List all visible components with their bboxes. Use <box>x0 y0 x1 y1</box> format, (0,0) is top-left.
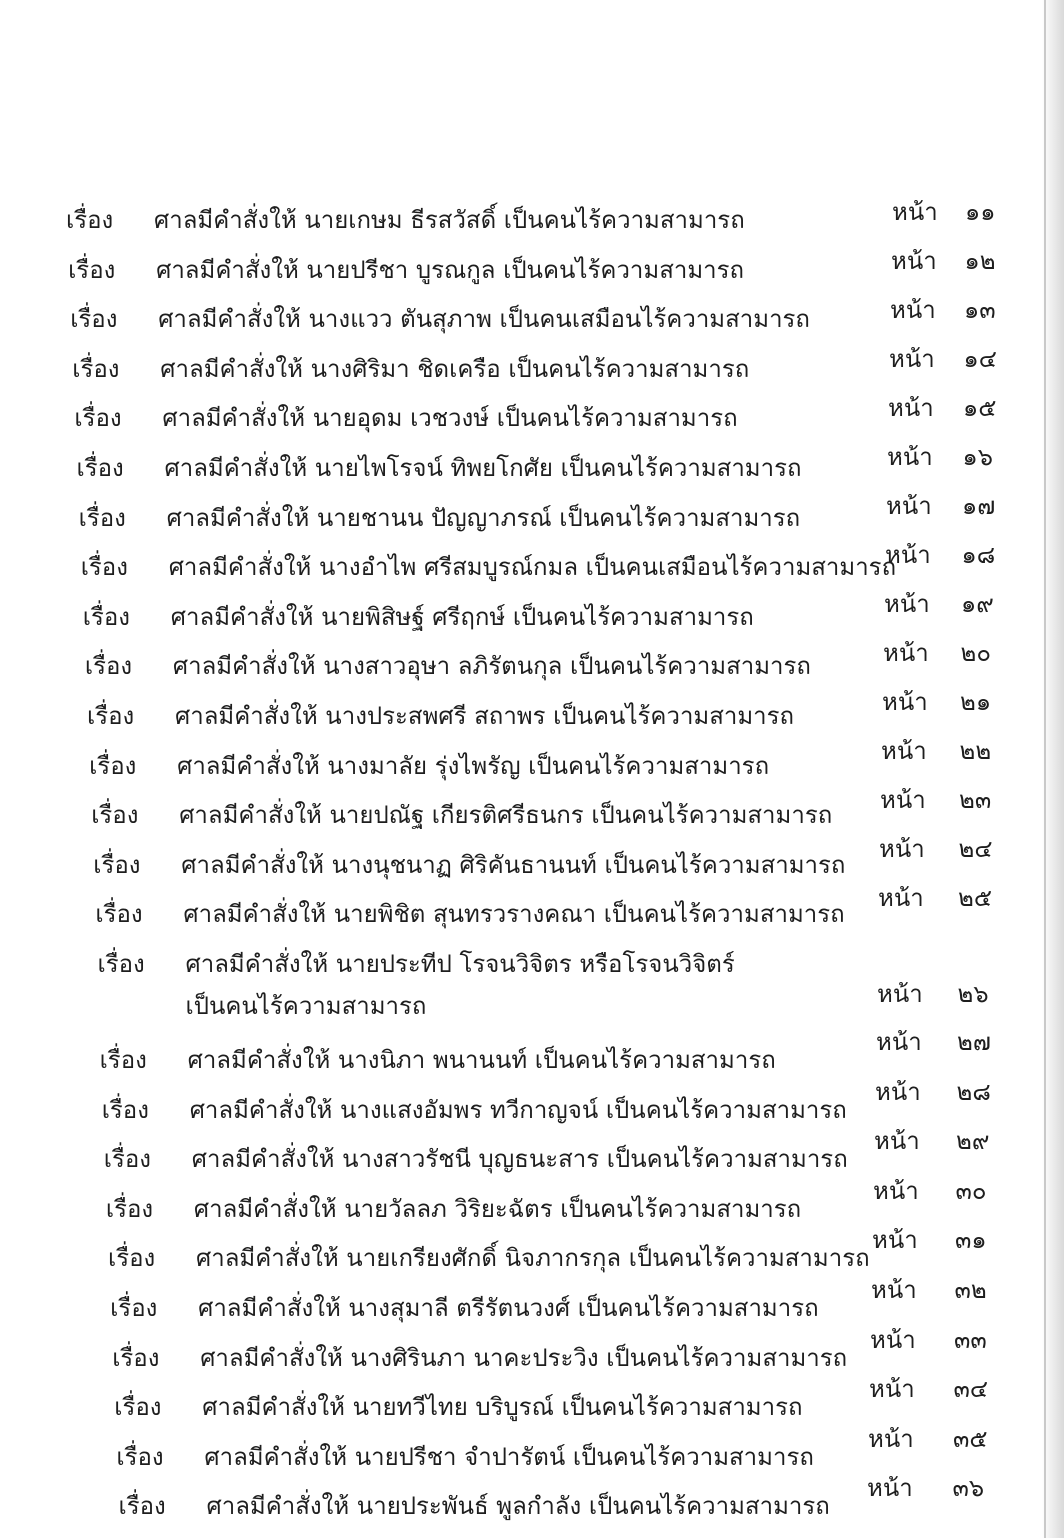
entry-keyword: เรื่อง <box>114 1393 162 1422</box>
entry-keyword: เรื่อง <box>78 503 126 532</box>
page-label: หน้า <box>884 590 930 618</box>
entry-keyword: เรื่อง <box>66 206 114 234</box>
page-number: ๓๓ <box>954 1325 987 1354</box>
entry-title: ศาลมีคำสั่งให้ นายปณัฐ เกียรติศรีธนกร เป็นคนไร้ความสามารถ <box>179 801 833 830</box>
page-label: หน้า <box>885 541 931 569</box>
page-number: ๒๕ <box>958 884 992 912</box>
entry-keyword: เรื่อง <box>72 354 120 383</box>
page-label: หน้า <box>882 688 928 716</box>
page-label: หน้า <box>889 345 935 373</box>
entry-title: ศาลมีคำสั่งให้ นายวัลลภ วิริยะฉัตร เป็นคนไร้ความสามารถ <box>193 1194 802 1223</box>
entry-keyword: เรื่อง <box>99 1046 147 1074</box>
toc-entry <box>110 1288 1064 1328</box>
entry-title: ศาลมีคำสั่งให้ นายพิสิษฐ์ ศรีฤกษ์ เป็นคนไร้ความสามารถ <box>170 602 754 631</box>
page-number: ๓๖ <box>952 1474 985 1503</box>
entry-title: ศาลมีคำสั่งให้ นางนิภา พนานนท์ เป็นคนไร้ความสามารถ <box>187 1046 776 1074</box>
entry-title: ศาลมีคำสั่งให้ นายเกษม ธีรสวัสดิ์ เป็นคนไร้ความสามารถ <box>154 206 745 234</box>
page-label: หน้า <box>874 1127 920 1156</box>
page-label: หน้า <box>870 1325 916 1354</box>
entry-keyword: เรื่อง <box>80 553 128 582</box>
page-number: ๑๖ <box>962 443 993 471</box>
page-label: หน้า <box>868 1424 914 1453</box>
entry-title: ศาลมีคำสั่งให้ นางแวว ตันสุภาพ เป็นคนเสมือนไร้ความสามารถ <box>158 305 810 334</box>
entry-keyword: เรื่อง <box>95 900 143 929</box>
entry-keyword: เรื่อง <box>103 1145 152 1174</box>
entry-title: ศาลมีคำสั่งให้ นายพิชิต สุนทรวรางคณา เป็นคนไร้ความสามารถ <box>183 900 845 929</box>
page-label: หน้า <box>891 247 937 275</box>
page-label: หน้า <box>867 1474 913 1503</box>
page-label: หน้า <box>871 1276 917 1304</box>
entry-title: ศาลมีคำสั่งให้ นางนุชนาฏ ศิริคันธานนท์ เป็นคนไร้ความสามารถ <box>181 850 846 879</box>
toc-entry <box>106 1189 1064 1229</box>
page-label: หน้า <box>872 1226 918 1255</box>
entry-keyword: เรื่อง <box>91 801 139 830</box>
entry-title: ศาลมีคำสั่งให้ นายชานน ปัญญาภรณ์ เป็นคนไร้ความสามารถ <box>166 503 801 532</box>
page-number: ๑๒ <box>964 247 996 275</box>
page-number: ๑๔ <box>963 345 997 373</box>
page-number: ๒๔ <box>958 835 993 863</box>
page-number: ๒๑ <box>960 688 992 716</box>
toc-entry <box>108 1238 1064 1278</box>
page-label: หน้า <box>886 492 932 520</box>
entry-title: ศาลมีคำสั่งให้ นางสาวรัชนี บุญธนะสาร เป็นคนไร้ความสามารถ <box>191 1145 848 1174</box>
entry-keyword: เรื่อง <box>70 305 118 334</box>
entry-keyword: เรื่อง <box>112 1343 160 1372</box>
entry-title: ศาลมีคำสั่งให้ นายประพันธ์ พูลกำลัง เป็นคนไร้ความสามารถ <box>206 1492 830 1521</box>
entry-title: ศาลมีคำสั่งให้ นางศิริมา ชิดเครือ เป็นคนไร้ความสามารถ <box>160 354 750 383</box>
entry-title: ศาลมีคำสั่งให้ นายประทีป โรจนวิจิตร หรือโรจนวิจิตร์ <box>185 950 735 978</box>
page-label: หน้า <box>875 1077 921 1106</box>
toc-entry <box>114 1387 1064 1427</box>
entry-title: ศาลมีคำสั่งให้ นางแสงอัมพร ทวีกาญจน์ เป็นคนไร้ความสามารถ <box>189 1095 847 1124</box>
entry-title: ศาลมีคำสั่งให้ นางสาวอุษา ลภิรัตนกุล เป็นคนไร้ความสามารถ <box>172 652 811 681</box>
page-label: หน้า <box>887 443 933 471</box>
page-number: ๒๖ <box>957 980 989 1008</box>
entry-title: ศาลมีคำสั่งให้ นางสุมาลี ตรีรัตนวงศ์ เป็นคนไร้ความสามารถ <box>198 1294 819 1322</box>
entry-title: ศาลมีคำสั่งให้ นายทวีไทย บริบูรณ์ เป็นคนไร้ความสามารถ <box>202 1393 803 1422</box>
page-number: ๑๑ <box>965 198 996 226</box>
entry-title: ศาลมีคำสั่งให้ นางประสพศรี สถาพร เป็นคนไร้ความสามารถ <box>175 702 795 730</box>
page-number: ๒๐ <box>960 639 991 667</box>
entry-title-continued: เป็นคนไร้ความสามารถ <box>185 992 427 1020</box>
page-number: ๑๘ <box>961 541 996 569</box>
entry-title: ศาลมีคำสั่งให้ นายปรีชา บูรณกูล เป็นคนไร้ความสามารถ <box>156 255 745 284</box>
page-label: หน้า <box>873 1176 919 1205</box>
entry-keyword: เรื่อง <box>93 850 141 879</box>
entry-title: ศาลมีคำสั่งให้ นางศิรินภา นาคะประวิง เป็นคนไร้ความสามารถ <box>200 1343 848 1372</box>
page-number: ๑๙ <box>961 590 994 618</box>
entry-keyword: เรื่อง <box>74 404 122 433</box>
entry-keyword: เรื่อง <box>97 950 145 978</box>
page-label: หน้า <box>883 639 929 667</box>
toc-entry <box>119 1486 1064 1526</box>
page-label: หน้า <box>869 1375 915 1404</box>
entry-keyword: เรื่อง <box>108 1244 156 1273</box>
page-label: หน้า <box>888 394 934 422</box>
page-label: หน้า <box>876 1028 922 1056</box>
page-number: ๒๙ <box>956 1127 990 1156</box>
entry-title: ศาลมีคำสั่งให้ นางอำไพ ศรีสมบูรณ์กมล เป็นคนเสมือนไร้ความสามารถ <box>168 553 897 582</box>
page-number: ๒๘ <box>956 1077 991 1106</box>
entry-keyword: เรื่อง <box>68 255 116 284</box>
entry-keyword: เรื่อง <box>82 602 131 631</box>
page-number: ๑๓ <box>964 296 996 324</box>
entry-title: ศาลมีคำสั่งให้ นางมาลัย รุ่งไพรัญ เป็นคนไร้ความสามารถ <box>177 751 770 780</box>
page-label: หน้า <box>877 980 923 1008</box>
page-label: หน้า <box>879 835 925 863</box>
page-label: หน้า <box>892 198 938 226</box>
page-label: หน้า <box>890 296 936 324</box>
page-number: ๓๒ <box>954 1276 987 1304</box>
page-number: ๒๒ <box>959 737 992 765</box>
page-number: ๒๓ <box>959 786 992 814</box>
page-number: ๑๕ <box>963 394 997 422</box>
entry-keyword: เรื่อง <box>118 1492 166 1521</box>
entry-keyword: เรื่อง <box>101 1095 149 1124</box>
page-label: หน้า <box>878 884 924 912</box>
entry-title: ศาลมีคำสั่งให้ นายปรีชา จำปารัตน์ เป็นคนไร้ความสามารถ <box>204 1442 814 1471</box>
entry-keyword: เรื่อง <box>87 702 135 730</box>
entry-keyword: เรื่อง <box>110 1294 158 1322</box>
page-label: หน้า <box>881 737 927 765</box>
page-number: ๓๕ <box>953 1424 988 1453</box>
entry-keyword: เรื่อง <box>116 1442 164 1471</box>
page-label: หน้า <box>880 786 926 814</box>
entry-keyword: เรื่อง <box>84 652 133 681</box>
entry-title: ศาลมีคำสั่งให้ นายไพโรจน์ ทิพยโกศัย เป็นคนไร้ความสามารถ <box>164 454 802 482</box>
page-number: ๒๗ <box>957 1028 991 1056</box>
entry-keyword: เรื่อง <box>89 751 137 780</box>
entry-title: ศาลมีคำสั่งให้ นายเกรียงศักดิ์ นิจภากรกุล เป็นคนไร้ความสามารถ <box>196 1244 870 1273</box>
page-number: ๑๗ <box>962 492 996 520</box>
page-number: ๓๑ <box>955 1226 987 1255</box>
entry-keyword: เรื่อง <box>76 454 124 482</box>
page-number: ๓๐ <box>955 1176 987 1205</box>
page-number: ๓๔ <box>953 1375 989 1404</box>
toc-entry <box>112 1338 1064 1378</box>
entry-keyword: เรื่อง <box>105 1194 154 1223</box>
entry-title: ศาลมีคำสั่งให้ นายอุดม เวชวงษ์ เป็นคนไร้ความสามารถ <box>162 404 738 433</box>
toc-entry <box>116 1437 1064 1477</box>
toc-entry <box>104 1139 1064 1179</box>
